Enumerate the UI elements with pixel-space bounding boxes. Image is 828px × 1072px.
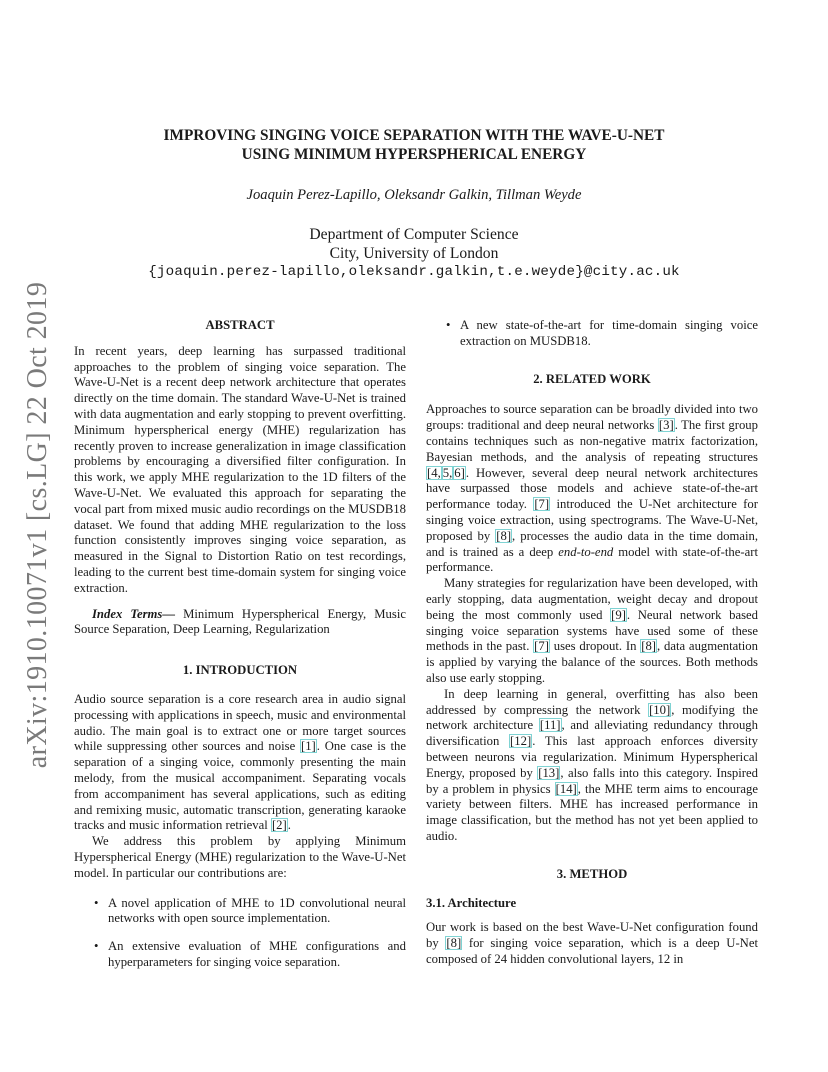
citation-link[interactable]: [7] <box>534 497 550 512</box>
citation-link[interactable]: [3] <box>658 418 674 433</box>
citation-link[interactable]: 5, <box>442 465 453 480</box>
bullet-icon: • <box>94 939 99 954</box>
architecture-subheading: 3.1. Architecture <box>426 895 517 910</box>
bullet-icon: • <box>94 895 99 910</box>
list-item: • A novel application of MHE to 1D convolutional neural networks with open source implementation. <box>94 895 406 926</box>
citation-link[interactable]: [1] <box>300 739 316 754</box>
method-paragraph-1: Our work is based on the best Wave-U-Net configuration found by [8] for singing voice separation, which is a deep U-Net composed of 24 hidden convolutional layers, 12 in <box>426 920 759 966</box>
intro-paragraph-2: We address this problem by applying Minimum Hyperspherical Energy (MHE) regularization to the Wave-U-Net model. In particular our contributions are: <box>74 834 406 880</box>
bullet-icon: • <box>446 318 451 332</box>
citation-link[interactable]: [9] <box>611 607 626 622</box>
paper-title <box>0 126 828 164</box>
email-addresses: {joaquin.perez-lapillo,oleksandr.galkin,t.e.weyde}@city.ac.uk <box>148 264 680 280</box>
citation-link[interactable]: [4, <box>427 465 441 480</box>
citation-link[interactable]: [12] <box>510 734 532 749</box>
author-list: Joaquin Perez-Lapillo, Oleksandr Galkin, Tillman Weyde <box>246 187 582 203</box>
title-line-2: USING MINIMUM HYPERSPHERICAL ENERGY <box>241 146 587 163</box>
citation-link[interactable]: [8] <box>446 936 462 951</box>
citation-link[interactable]: [11] <box>539 718 561 733</box>
title-line-1: IMPROVING SINGING VOICE SEPARATION WITH THE WAVE-U-NET <box>163 127 665 144</box>
citation-link[interactable]: [2] <box>271 818 287 833</box>
contribution-list <box>74 896 406 971</box>
abstract-heading: ABSTRACT <box>205 318 275 332</box>
related-paragraph-1: Approaches to source separation can be broadly divided into two groups: traditional and deep neural networks [3]. The first group contains techniques such as non-negative matrix factorization, Bayesian methods, and the analysis of repeating structures [4, 5, 6]. However, several deep neural network architectures have surpassed those models and achieve state-of-the-art performance today. [7] introduced the U-Net architecture for singing voice extraction, using spectrograms. The Wave-U-Net, proposed by [8], processes the audio data in the time domain, and is trained as a deep end-to-end model with state-of-the-art performance. <box>426 402 758 575</box>
related-paragraph-2: Many strategies for regularization have been developed, with early stopping, data augmentation, weight decay and dropout being the most commonly used [9]. Neural network based singing voice separation systems have used some of these methods in the past. [7] uses dropout. In [8], data augmentation is applied by varying the balance of the sources. Both methods also use early stopping. <box>426 576 759 685</box>
arxiv-stamp: arXiv:1910.10071v1 [cs.LG] 22 Oct 2019 <box>22 281 53 769</box>
citation-link[interactable]: [13] <box>538 765 560 780</box>
right-column <box>426 318 758 968</box>
department: Department of Computer Science <box>309 226 519 243</box>
citation-link[interactable]: [14] <box>555 781 577 796</box>
citation-link[interactable]: [8] <box>496 528 512 543</box>
index-terms-text: Minimum Hyperspherical Energy, Music Source Separation, Deep Learning, Regularization <box>74 606 406 637</box>
citation-link[interactable]: [8] <box>641 639 657 654</box>
intro-heading: 1. INTRODUCTION <box>182 663 298 678</box>
citation-link[interactable]: [7] <box>534 639 549 654</box>
index-terms <box>74 607 406 639</box>
affiliation <box>0 225 828 282</box>
citation-link[interactable]: [10] <box>649 702 671 717</box>
left-column <box>74 318 406 971</box>
index-terms-label: Index Terms— <box>92 606 176 621</box>
abstract-text: In recent years, deep learning has surpassed traditional approaches to the problem of singing voice separation. The Wave-U-Net is a recent deep network architecture that operates directly on the time domain. The standard Wave-U-Net is trained with data augmentation and early stopping to prevent overfitting. Minimum hyperspherical energy (MHE) regularization has recently proven to increase generalization in image classification problems by encouraging a diversified filter configuration. In this work, we apply MHE regularization to the 1D filters of the Wave-U-Net. We evaluated this approach for separating the vocal part from mixed music audio recordings on the MUSDB18 dataset. We found that adding MHE regularization to the loss function consistently improves singing voice separation, as measured in the Signal to Distortion Ratio on test recordings, leading to the current best time-domain system for singing voice extraction. <box>74 343 406 595</box>
citation-link[interactable]: 6] <box>454 465 465 480</box>
contribution-list-continued <box>426 318 758 350</box>
list-item: • An extensive evaluation of MHE configurations and hyperparameters for singing voice separation. <box>94 939 406 969</box>
related-paragraph-3: In deep learning in general, overfitting has also been addressed by compressing the network [10], modifying the network architecture [11], and alleviating redundancy through diversification [12]. This last approach enforces diversity between neurons via regularization. Minimum Hyperspherical Energy, proposed by [13], also falls into this category. Inspired by a problem in physics [14], the MHE term aims to encourage variety between filters. MHE has increased performance in image classification, but the method has not yet been applied to audio. <box>426 686 758 843</box>
related-work-heading: 2. RELATED WORK <box>533 371 651 386</box>
university: City, University of London <box>329 245 499 262</box>
method-heading: 3. METHOD <box>556 866 628 881</box>
intro-paragraph-1: Audio source separation is a core research area in audio signal processing with applications in speech, music and environmental audio. The main goal is to extract one or more target sources while suppressing other sources and noise [1]. One case is the separation of a singing voice, commonly presenting the main melody, from the musical accompaniment. Separating vocals from accompaniment has several applications, such as editing and remixing music, automatic transcription, generating karaoke tracks and music information retrieval [2]. <box>74 691 406 833</box>
list-item: • A new state-of-the-art for time-domain singing voice extraction on MUSDB18. <box>446 318 758 348</box>
